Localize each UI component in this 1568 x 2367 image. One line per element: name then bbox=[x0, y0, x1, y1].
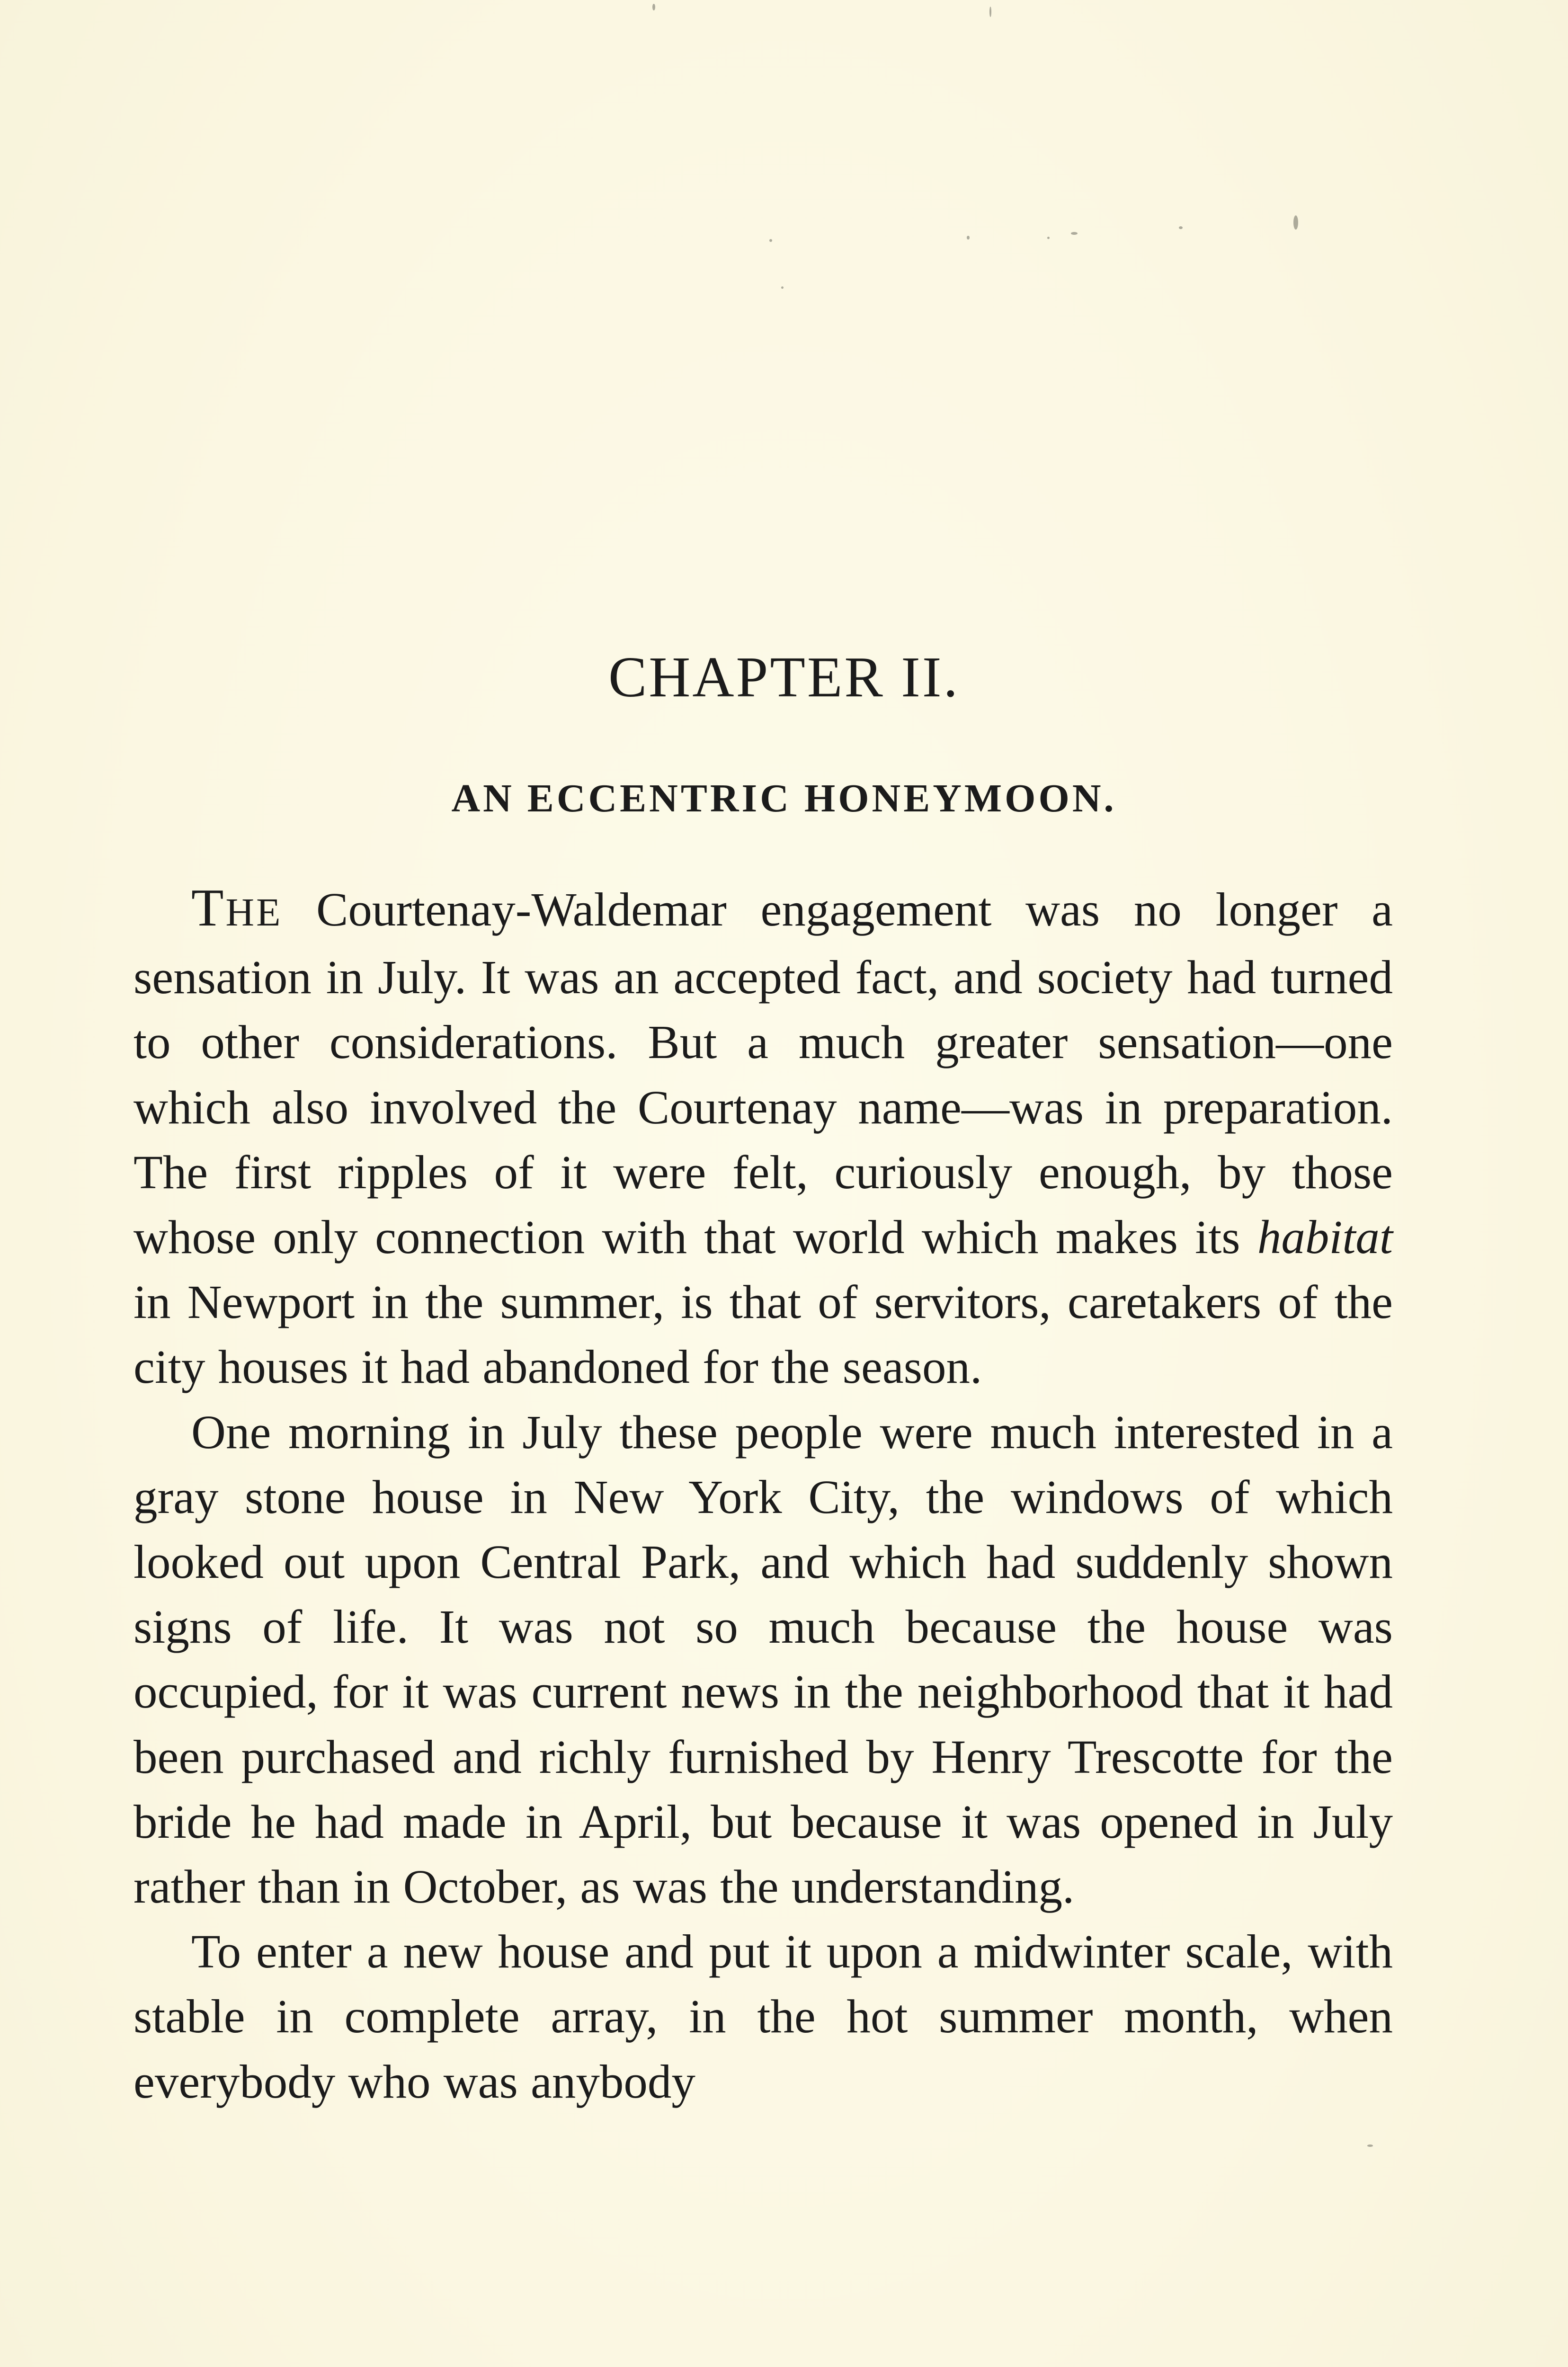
paragraph-1 bbox=[134, 876, 1393, 1400]
page-speck bbox=[769, 239, 772, 242]
page-speck bbox=[967, 236, 970, 240]
page-speck bbox=[1179, 226, 1183, 229]
page-speck bbox=[652, 4, 655, 10]
chapter-subtitle: AN ECCENTRIC HONEYMOON. bbox=[451, 776, 1117, 820]
page-speck bbox=[1293, 215, 1298, 230]
paragraph-3: To enter a new house and put it upon a midwinter scale, with stable in complete array, in the hot summer month, when everybody who was anybody bbox=[134, 1925, 1393, 2108]
lead-initial: T bbox=[191, 879, 226, 937]
italic-word: habitat bbox=[1257, 1210, 1393, 1264]
page-speck bbox=[1367, 2145, 1373, 2147]
lead-word bbox=[191, 879, 283, 937]
lead-small-caps: HE bbox=[225, 890, 283, 934]
paragraph-2: One morning in July these people were much interested in a gray stone house in New York City, the windows of which looked out upon Central Park, and which had suddenly shown signs of life. It was not so much because the house was occupied, for it was current news in the neighborhood that it had been purchased and richly furnished by Henry Trescotte for the bride he had made in April, but because it was opened in July rather than in October, as was the understanding. bbox=[134, 1405, 1393, 1913]
page-speck bbox=[1071, 232, 1078, 235]
paragraph-1-end: in Newport in the summer, is that of servitors, caretakers of the city houses it had abandoned for the season. bbox=[134, 1275, 1393, 1394]
page-speck bbox=[1047, 237, 1050, 239]
chapter-title: CHAPTER II. bbox=[608, 645, 960, 709]
page-speck bbox=[781, 286, 784, 289]
page-speck bbox=[989, 7, 991, 17]
paragraph-1-text: Courtenay-Waldemar engagement was no longer a sensation in July. It was an accepted fact, and society had turned to other considerations. But a much greater sensation—one which also involved the Courtenay name—was in preparation. The first ripples of it were felt, curiously enough, by those whose only connection with that world which makes its bbox=[134, 883, 1393, 1264]
chapter-body bbox=[134, 876, 1393, 2114]
